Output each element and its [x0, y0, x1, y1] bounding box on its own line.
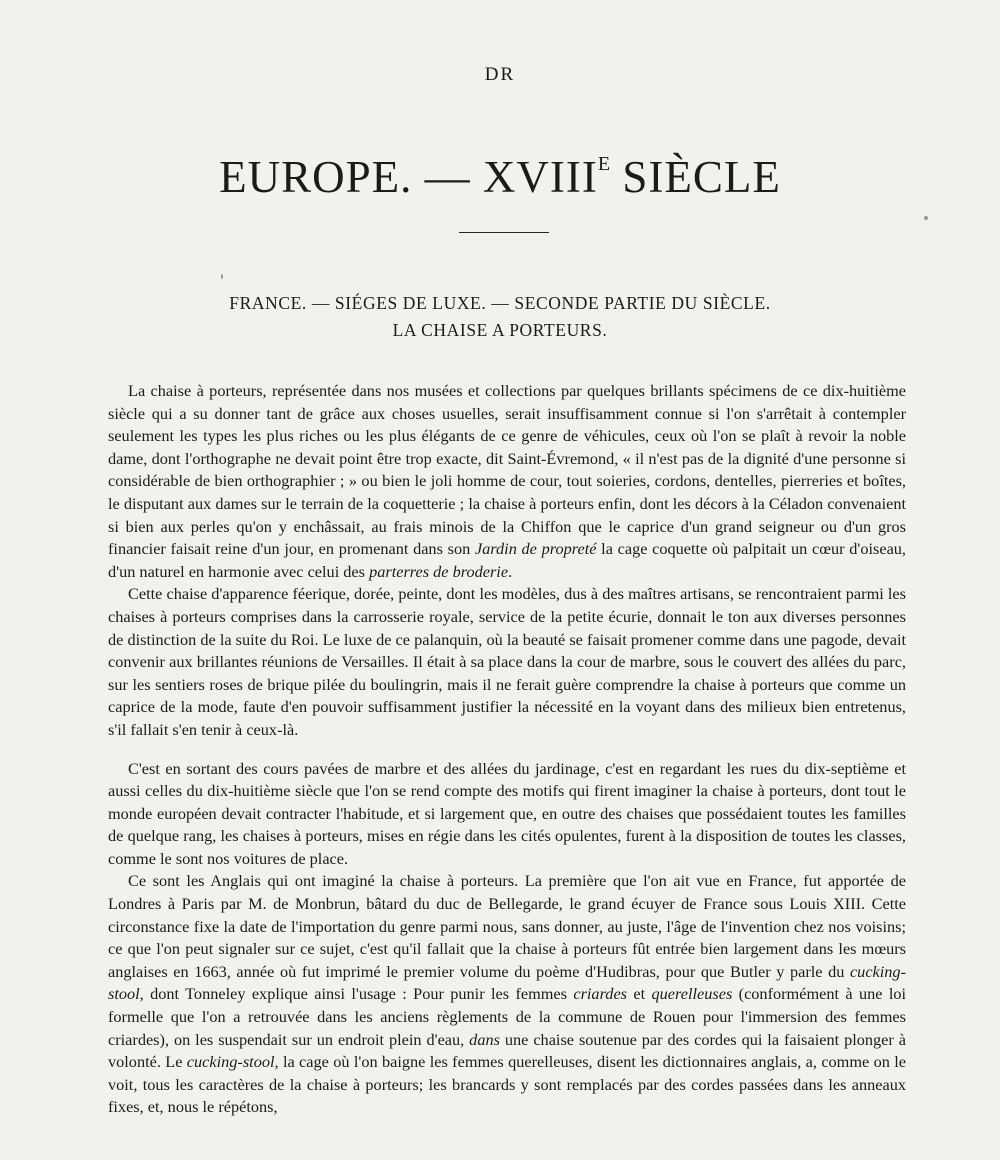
paragraph-4-italic-5: cucking-stool, [186, 1052, 279, 1072]
running-head: DR [484, 64, 516, 85]
paragraph-4 [108, 870, 906, 1119]
paragraph-4-text: Ce sont les Anglais qui ont imaginé la chaise à porteurs. La première que l'on ait vue en France, fut apportée de Londres à Paris par M. de Monbrun, bâtard du duc de Bellegarde, le grand écuyer de France sous Louis XIII. Cette circonstance fixe la date de l'importation du genre parmi nous, sans donner, au juste, l'âge de l'invention chez nos voisins; ce que l'on peut signaler sur ce sujet, c'est qu'il fallait que la chaise à porteurs fût entrée bien largement dans les mœurs anglaises en 1663, année où fut imprimé le premier volume du poème d'Hudibras, pour que Butler y parle du [108, 871, 906, 981]
paragraph-4-text-6: la cage où l'on baigne les femmes querelleuses, disent les dictionnaires anglais, a, comme on le voit, tous les caractères de la chaise à porteurs; les brancards y sont remplacés par des cordes passées dans les anneaux fixes, et, nous le répétons, [108, 1052, 906, 1117]
paragraph-4-italic-2: criardes [573, 984, 628, 1004]
subtitle-line-1: FRANCE. — SIÉGES DE LUXE. — SECONDE PARTIE DU SIÈCLE. [229, 293, 771, 313]
page-title-end: SIÈCLE [610, 152, 781, 202]
section-subtitle [0, 290, 1000, 344]
paragraph-2: Cette chaise d'apparence féerique, dorée, peinte, dont les modèles, dus à des maîtres artisans, se rencontraient parmi les chaises à porteurs comprises dans la carrosserie royale, service de la petite écurie, donnait le ton aux diverses personnes de distinction de la suite du Roi. Le luxe de ce palanquin, où la beauté se faisait promener comme dans une pagode, devait convenir aux brillantes réunions de Versailles. Il était à sa place dans la cour de marbre, sous le couvert des allées du parc, sur les sentiers roses de brique pilée du boulingrin, mais il ne ferait guère comprendre la chaise à porteurs que comme un caprice de la mode, faute d'en pouvoir suffisamment justifier la nécessité en la voyant dans des milieux bien entretenus, s'il fallait s'en tenir à ceux-là. [108, 584, 906, 739]
paragraph-1 [108, 380, 906, 583]
paragraph-4-text-5: une chaise soutenue par des cordes qui la faisaient plonger à volonté. Le [108, 1029, 906, 1072]
paragraph-4-italic-1: cucking-stool, [108, 961, 906, 1004]
paragraph-1-italic-1: Jardin de propreté [474, 539, 597, 559]
page-title-superscript: E [597, 153, 611, 175]
paragraph-4-text-3: et [627, 984, 652, 1004]
paragraph-4-italic-4: dans [469, 1029, 500, 1049]
paragraph-1-text-2: la cage coquette où palpitait un cœur d'oiseau, d'un naturel en harmonie avec celui des [108, 539, 907, 581]
paragraph-3: C'est en sortant des cours pavées de marbre et des allées du jardinage, c'est en regardant les rues du dix-septième et aussi celles du dix-huitième siècle que l'on se rend compte des motifs qui firent imaginer la chaise à porteurs, dont tout le monde européen devait contracter l'habitude, et si largement que, en outre des chaises que possédaient toutes les familles de quelque rang, les chaises à porteurs, mises en régie dans les cités opulentes, furent à la disposition de toutes les classes, comme le sont nos voitures de place. [108, 758, 906, 868]
paper-speck [221, 274, 223, 279]
paper-speck [924, 216, 928, 220]
page-title [0, 138, 1000, 203]
subtitle-line-2: LA CHAISE A PORTEURS. [392, 320, 608, 340]
paragraph-4-text-4: (conformément à une loi formelle que l'on a retrouvée dans les anciens règlements de la commune de Rouen pour l'immersion des femmes criardes), on les suspendait sur un endroit plein d'eau, [108, 984, 907, 1049]
title-divider [459, 232, 549, 233]
paragraph-1-text-3: . [508, 561, 513, 581]
paragraph-4-italic-3: querelleuses [651, 984, 733, 1004]
body-text [108, 380, 906, 1119]
page-title-main: EUROPE. — XVIII [219, 152, 598, 202]
paragraph-4-text-2: dont Tonneley explique ainsi l'usage : Pour punir les femmes [143, 984, 574, 1004]
paragraph-1-text: La chaise à porteurs, représentée dans nos musées et collections par quelques brillants spécimens de ce dix-huitième siècle qui a su donner tant de grâce aux choses usuelles, serait insuffisamment connue si l'on s'arrêtait à contempler seulement les types les plus riches ou les plus élégants de ce genre de véhicules, ceux où l'on se plaît à revoir la noble dame, dont l'orthographe ne devait point être trop exacte, dit Saint-Évremond, « il n'est pas de la dignité d'une personne si considérable de bien orthographier ; » ou bien le joli homme de cour, tout soieries, cordons, dentelles, pierreries et boîtes, le disputant aux dames sur le terrain de la coquetterie ; la chaise à porteurs enfin, dont les décors à la Céladon convenaient si bien aux perles qu'on y enchâssait, au frais minois de la Chiffon que le caprice d'un grand seigneur ou d'un gros financier faisait reine d'un jour, en promenant dans son [108, 381, 906, 559]
paragraph-1-italic-2: parterres de broderie [369, 561, 509, 581]
